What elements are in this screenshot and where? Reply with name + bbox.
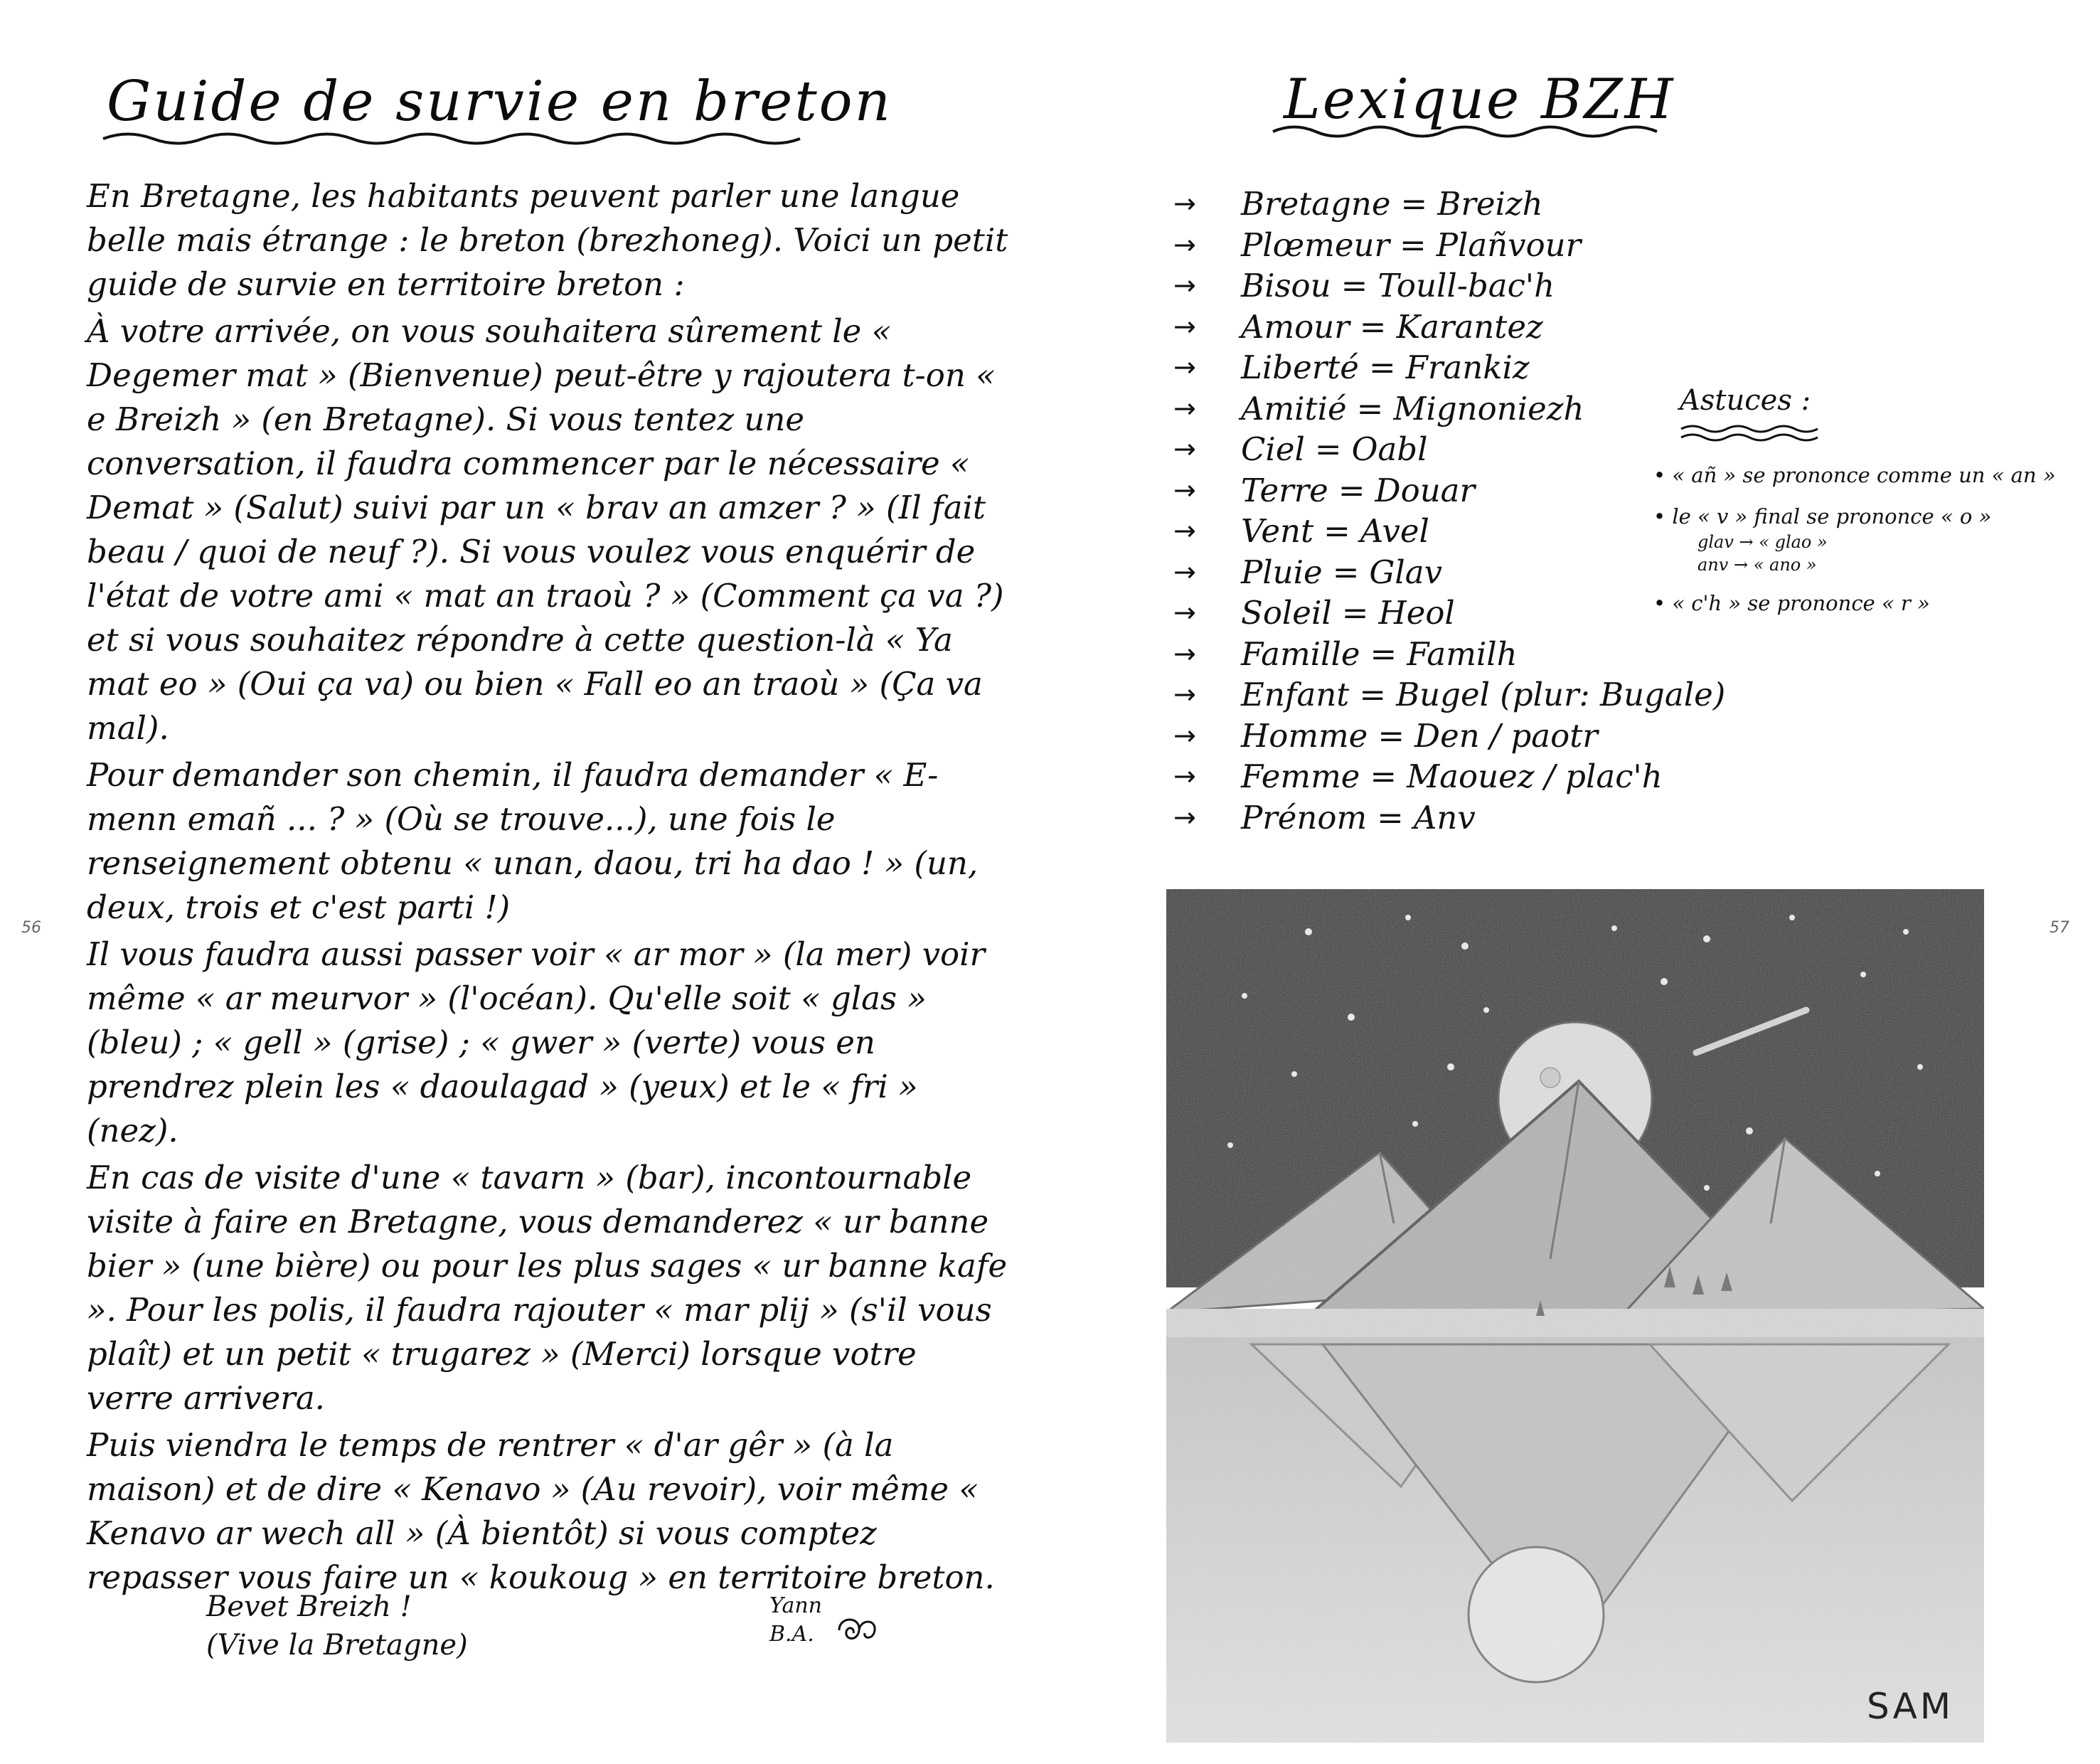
page-number-right: 57 xyxy=(2050,919,2069,937)
lexicon-breton-word: Karantez xyxy=(1396,307,1543,346)
lexicon-breton-word: Oabl xyxy=(1351,430,1428,468)
right-page-title: Lexique BZH xyxy=(1284,68,1675,132)
lexicon-french-word: Famille xyxy=(1241,634,1360,673)
equals-sign: = xyxy=(1377,716,1405,755)
signature-name: Yann xyxy=(769,1593,823,1618)
equals-sign: = xyxy=(1377,798,1404,836)
equals-sign: = xyxy=(1359,307,1387,346)
lexicon-french-word: Liberté xyxy=(1241,349,1359,386)
lexicon-entry xyxy=(1173,797,1728,839)
tip-item: • le « v » final se prononce « o » xyxy=(1653,504,1992,528)
equals-sign: = xyxy=(1314,430,1342,468)
lexicon-french-word: Soleil xyxy=(1241,594,1332,632)
equals-sign: = xyxy=(1341,594,1369,632)
arrow-icon: → xyxy=(1173,801,1196,833)
lexicon-french-word: Homme xyxy=(1241,716,1368,755)
lexicon-breton-word: Toull-bac'h xyxy=(1377,267,1555,304)
lexicon-breton-word: Anv xyxy=(1413,798,1476,836)
tip-item: anv → « ano » xyxy=(1697,555,1817,575)
arrow-icon: → xyxy=(1173,719,1196,751)
paragraph-sea: Il vous faudra aussi passer voir « ar mor » (la mer) voir même « ar meurvor » (l'océan). Qu'elle soit « glas » (bleu) ; « gell » (grise) ; « gwer » (verte) vous en prendrez plein les « daoulagad » (yeux) et le « fri » (nez). xyxy=(87,935,986,1149)
lexicon-french-word: Plœmeur xyxy=(1241,225,1390,264)
lexicon-french-word: Enfant xyxy=(1241,676,1350,713)
closing-block xyxy=(206,1588,468,1664)
paragraph-arrival: À votre arrivée, on vous souhaitera sûrement le « Degemer mat » (Bienvenue) peut-être y rajoutera t-on « e Breizh » (en Bretagne). Si vous tentez une conversation, il faudra commencer par le nécessaire « Demat » (Salut) suivi par un « brav an amzer ? » (Il fait beau / quoi de neuf ?). Si vous voulez vous enquérir de l'état de votre ami « mat an traoù ? » (Comment ça va ?) et si vous souhaitez répondre à cette question-là « Ya mat eo » (Oui ça va) ou bien « Fall eo an traoù » (Ça va mal). xyxy=(87,312,1004,747)
guide-text xyxy=(87,174,1011,1600)
lexicon-entry xyxy=(1173,552,1728,593)
lexicon-entry xyxy=(1173,756,1728,797)
equals-sign: = xyxy=(1400,185,1428,223)
equals-sign: = xyxy=(1399,225,1427,264)
arrow-icon: → xyxy=(1173,351,1196,383)
paragraph-directions: Pour demander son chemin, il faudra demander « E-menn emañ ... ? » (Où se trouve...), une fois le renseignement obtenu « unan, daou, tri ha dao ! » (un, deux, trois et c'est parti !) xyxy=(87,756,979,926)
lexicon-breton-word: Glav xyxy=(1369,553,1442,591)
arrow-icon: → xyxy=(1173,270,1196,301)
tip-item: glav → « glao » xyxy=(1697,532,1828,552)
paragraph-intro: En Bretagne, les habitants peuvent parler une langue belle mais étrange : le breton (brezhoneg). Voici un petit guide de survie en territoire breton : xyxy=(87,177,1008,303)
left-page-title: Guide de survie en breton xyxy=(107,70,892,134)
arrow-icon: → xyxy=(1173,515,1196,546)
lexicon-french-word: Ciel xyxy=(1241,430,1305,468)
lexicon-french-word: Amour xyxy=(1241,307,1350,346)
paragraph-bar: En cas de visite d'une « tavarn » (bar), incontournable visite à faire en Bretagne, vous demanderez « ur banne bier » (une bière) ou pour les plus sages « ur banne kafe ». Pour les polis, il faudra rajouter « mar plij » (s'il vous plaît) et un petit « trugarez » (Merci) lorsque votre verre arrivera. xyxy=(87,1159,1008,1417)
lexicon-french-word: Vent xyxy=(1241,512,1314,550)
signature-initials: B.A. xyxy=(769,1622,814,1647)
lexicon-breton-word: Maouez / plac'h xyxy=(1407,758,1663,795)
paragraph-farewell: Puis viendra le temps de rentrer « d'ar gêr » (à la maison) et de dire « Kenavo » (Au revoir), voir même « Kenavo ar wech all » (À bientôt) si vous comptez repasser vous faire un « koukoug » en territoire breton. xyxy=(87,1426,995,1596)
lexicon-french-word: Terre xyxy=(1241,471,1328,509)
equals-sign: = xyxy=(1356,389,1384,427)
lexicon-breton-word: Mignoniezh xyxy=(1393,389,1584,427)
lexicon-entry xyxy=(1173,388,1728,430)
arrow-icon: → xyxy=(1173,188,1196,219)
lexicon-entry xyxy=(1173,511,1728,552)
lexicon-entry xyxy=(1173,716,1728,757)
page-number-left: 56 xyxy=(21,919,41,937)
tip-item: • « c'h » se prononce « r » xyxy=(1653,591,1930,615)
mountain-lake-drawing xyxy=(1166,889,1984,1743)
equals-sign: = xyxy=(1370,634,1397,673)
arrow-icon: → xyxy=(1173,556,1196,588)
equals-sign: = xyxy=(1370,758,1397,795)
moon-reflection xyxy=(1469,1547,1604,1682)
lexicon-breton-word: Den / paotr xyxy=(1414,716,1598,755)
lexicon-entry xyxy=(1173,265,1728,307)
lexicon-french-word: Femme xyxy=(1241,758,1360,795)
arrow-icon: → xyxy=(1173,760,1196,792)
closing-line: Bevet Breizh ! xyxy=(206,1590,412,1623)
lexicon-french-word: Prénom xyxy=(1241,798,1368,836)
signature-swirl-icon xyxy=(832,1609,882,1652)
tip-item: • « añ » se prononce comme un « an » xyxy=(1653,463,2056,487)
lexicon-entry xyxy=(1173,593,1728,634)
author-signature xyxy=(769,1592,822,1649)
arrow-icon: → xyxy=(1173,597,1196,628)
arrow-icon: → xyxy=(1173,392,1196,424)
lexicon-list xyxy=(1173,184,1728,838)
title-underline-wave xyxy=(100,128,811,149)
tips-title: Astuces : xyxy=(1680,384,1811,417)
arrow-icon: → xyxy=(1173,433,1196,464)
lexicon-breton-word: Familh xyxy=(1407,634,1518,673)
lexicon-entry xyxy=(1173,184,1728,225)
equals-sign: = xyxy=(1341,267,1368,304)
lexicon-breton-word: Breizh xyxy=(1437,185,1543,223)
arrow-icon: → xyxy=(1173,637,1196,669)
lexicon-french-word: Pluie xyxy=(1241,553,1323,591)
lexicon-entry xyxy=(1173,634,1728,675)
lexicon-breton-word: Avel xyxy=(1360,512,1429,550)
equals-sign: = xyxy=(1338,471,1365,509)
arrow-icon: → xyxy=(1173,228,1196,260)
equals-sign: = xyxy=(1368,349,1396,386)
lexicon-entry xyxy=(1173,347,1728,388)
lexicon-breton-word: Heol xyxy=(1378,594,1455,632)
equals-sign: = xyxy=(1359,676,1387,713)
equals-sign: = xyxy=(1323,512,1350,550)
lexicon-french-word: Bisou xyxy=(1241,267,1331,304)
arrow-icon: → xyxy=(1173,474,1196,506)
lexicon-breton-word: Frankiz xyxy=(1405,349,1530,386)
lexicon-entry xyxy=(1173,307,1728,348)
tips-list xyxy=(1653,461,2080,617)
lexicon-entry xyxy=(1173,674,1728,716)
arrow-icon: → xyxy=(1173,310,1196,342)
arrow-icon: → xyxy=(1173,679,1196,710)
right-title-underline-wave xyxy=(1269,121,1668,142)
drawing-signature: SAM xyxy=(1867,1686,1954,1727)
lexicon-entry xyxy=(1173,429,1728,470)
tips-underline-wave xyxy=(1678,423,1821,445)
closing-translation: (Vive la Bretagne) xyxy=(206,1629,468,1662)
lexicon-french-word: Bretagne xyxy=(1241,185,1391,223)
lexicon-french-word: Amitié xyxy=(1241,389,1347,427)
lexicon-entry xyxy=(1173,470,1728,511)
lexicon-entry xyxy=(1173,225,1728,266)
equals-sign: = xyxy=(1332,553,1360,591)
lexicon-breton-word: Douar xyxy=(1375,471,1476,509)
lexicon-breton-word: Bugel (plur: Bugale) xyxy=(1396,676,1726,713)
lexicon-breton-word: Plañvour xyxy=(1436,225,1582,264)
